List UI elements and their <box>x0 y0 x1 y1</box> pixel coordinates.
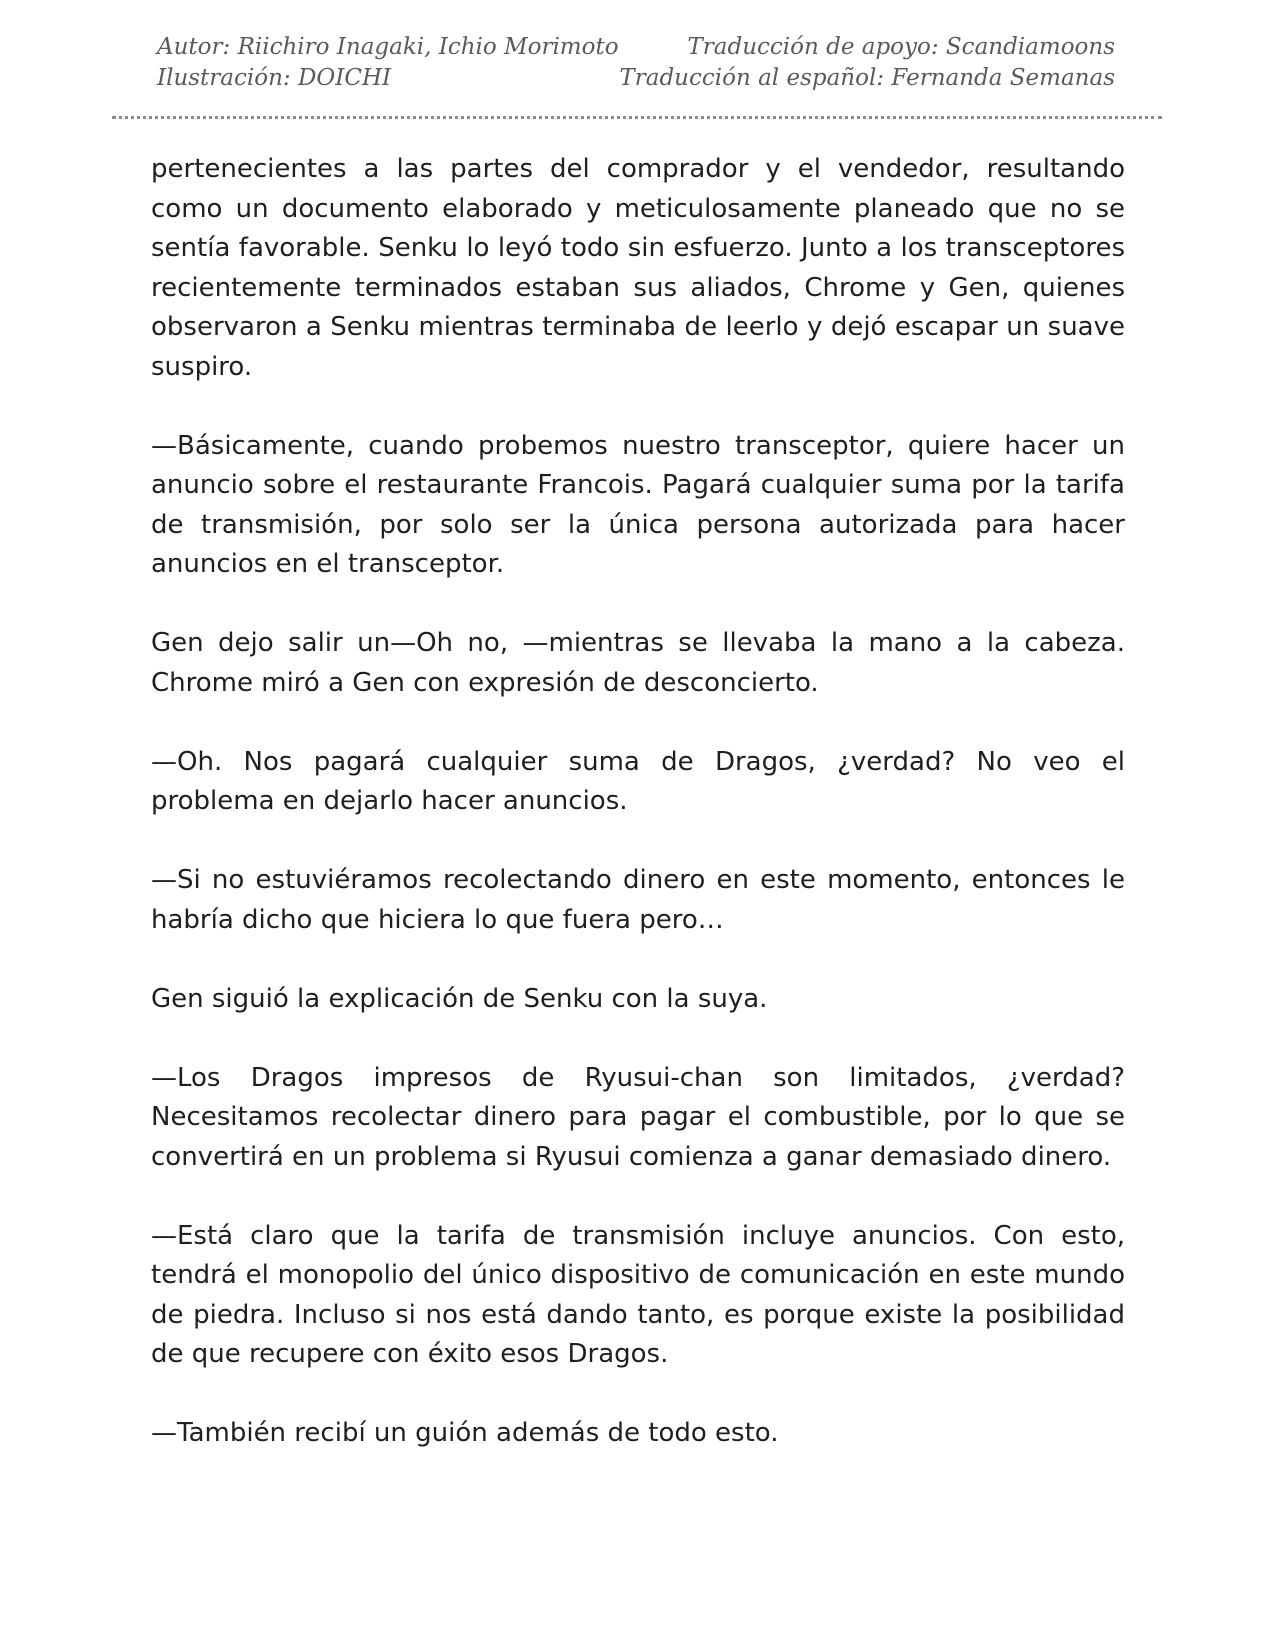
paragraph: —Oh. Nos pagará cualquier suma de Dragos, ¿verdad? No veo el problema en dejarlo hacer anuncios. <box>151 746 1125 816</box>
paragraph: Gen siguió la explicación de Senku con la suya. <box>151 983 768 1014</box>
header-divider <box>112 116 1162 119</box>
paragraph: —También recibí un guión además de todo esto. <box>151 1418 779 1448</box>
spanish-translation-credit: Traducción al español: Fernanda Semanas <box>619 65 1115 91</box>
illustration-credit: Ilustración: DOICHI <box>157 65 392 91</box>
paragraph: —Está claro que la tarifa de transmisión incluye anuncios. Con esto, tendrá el monopolio del único dispositivo de comunicación en este mundo de piedra. Incluso si nos está dando tanto, es porque existe la posibilidad de que recupere con éxito esos Dragos. <box>151 1220 1125 1369</box>
paragraph: —Si no estuviéramos recolectando dinero en este momento, entonces le habría dicho que hiciera lo que fuera pero… <box>151 865 1125 935</box>
paragraph: pertenecientes a las partes del comprador y el vendedor, resultando como un documento elaborado y meticulosamente planeado que no se sentía favorable. Senku lo leyó todo sin esfuerzo. Junto a los transceptores recientemente terminados estaban sus aliados, Chrome y Gen, quienes observaron a Senku mientras terminaba de leerlo y dejó escapar un suave suspiro. <box>151 154 1125 382</box>
page-header <box>0 0 1275 125</box>
paragraph: Gen dejo salir un—Oh no, —mientras se llevaba la mano a la cabeza. Chrome miró a Gen con expresión de desconcierto. <box>151 628 1125 698</box>
paragraph: —Los Dragos impresos de Ryusui-chan son limitados, ¿verdad? Necesitamos recolectar dinero para pagar el combustible, por lo que se convertirá en un problema si Ryusui comienza a ganar demasiado dinero. <box>151 1062 1125 1172</box>
author-credit: Autor: Riichiro Inagaki, Ichio Morimoto <box>157 34 619 60</box>
paragraph: —Básicamente, cuando probemos nuestro transceptor, quiere hacer un anuncio sobre el restaurante Francois. Pagará cualquier suma por la tarifa de transmisión, por solo ser la única persona autorizada para hacer anuncios en el transceptor. <box>151 430 1125 579</box>
page-body <box>151 150 1125 1454</box>
support-translation-credit: Traducción de apoyo: Scandiamoons <box>687 34 1115 60</box>
